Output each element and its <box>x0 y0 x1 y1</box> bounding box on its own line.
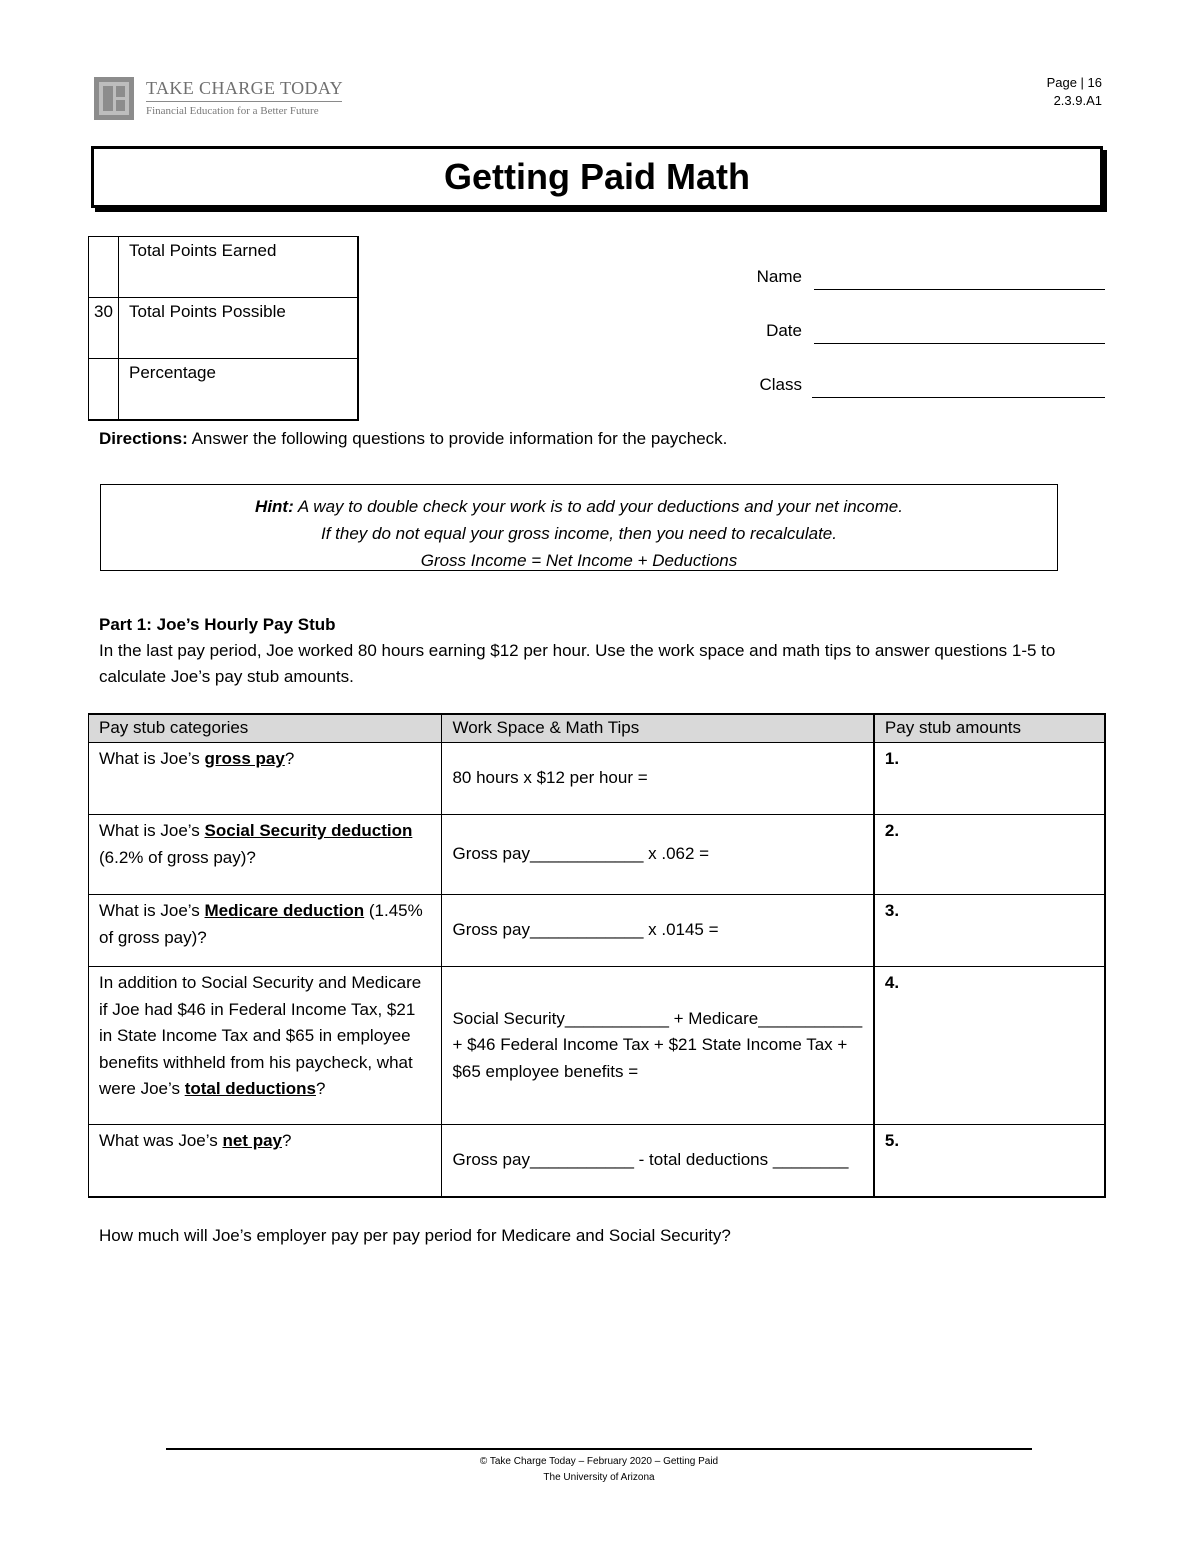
logo <box>94 77 344 121</box>
points-row <box>89 359 359 421</box>
hint-text: A way to double check your work is to add your deductions and your net income. <box>293 497 903 516</box>
page-number: Page | 16 <box>1046 75 1102 90</box>
part1-section <box>99 612 1059 690</box>
question-keyword: Medicare deduction <box>204 901 365 920</box>
work-space-cell[interactable]: Social Security___________ + Medicare___________ + $46 Federal Income Tax + $21 State Income Tax + $65 employee benefits = <box>442 967 874 1125</box>
employer-question: How much will Joe’s employer pay per pay period for Medicare and Social Security? <box>99 1226 731 1245</box>
points-table <box>88 236 359 421</box>
class-field[interactable] <box>812 397 1105 398</box>
answer-cell[interactable]: 2. <box>874 815 1105 895</box>
footer-university: The University of Arizona <box>543 1472 655 1483</box>
points-label: Percentage <box>119 359 359 421</box>
question-text: ? <box>315 1079 326 1098</box>
table-header-row <box>89 714 1106 743</box>
class-label: Class <box>759 375 802 394</box>
question-text: (1.45% of gross pay)? <box>99 901 423 947</box>
hint-formula: Gross Income = Net Income + Deductions <box>420 551 738 570</box>
column-header: Work Space & Math Tips <box>442 714 874 743</box>
document-code: 2.3.9.A1 <box>1053 93 1102 108</box>
work-space-cell[interactable]: 80 hours x $12 per hour = <box>442 743 874 815</box>
logo-mark-icon <box>94 77 134 120</box>
directions-text: Answer the following questions to provide information for the paycheck. <box>187 429 728 448</box>
question-keyword: net pay <box>222 1131 282 1150</box>
points-value[interactable] <box>89 359 119 421</box>
question-text: ? <box>284 749 295 768</box>
logo-tagline: Financial Education for a Better Future <box>146 105 319 117</box>
hint-box <box>100 484 1058 571</box>
question-cell <box>89 895 442 967</box>
footer-copyright: © Take Charge Today – February 2020 – Getting Paid <box>479 1456 719 1467</box>
question-text: ? <box>282 1131 292 1150</box>
part1-text: In the last pay period, Joe worked 80 hours earning $12 per hour. Use the work space and math tips to answer questions 1-5 to calculate Joe’s pay stub amounts. <box>99 641 1056 686</box>
title-box <box>91 146 1103 208</box>
work-space-cell[interactable]: Gross pay___________ - total deductions ________ <box>442 1125 874 1197</box>
question-cell <box>89 815 442 895</box>
question-text: What was Joe’s <box>99 1131 223 1150</box>
logo-rule <box>146 101 342 102</box>
answer-cell[interactable]: 3. <box>874 895 1105 967</box>
name-field[interactable] <box>814 289 1105 290</box>
footer-rule <box>166 1448 1032 1450</box>
table-row <box>89 815 1106 895</box>
points-label: Total Points Earned <box>119 237 359 298</box>
date-field[interactable] <box>814 343 1105 344</box>
page-title: Getting Paid Math <box>444 156 750 197</box>
date-label: Date <box>766 321 802 340</box>
points-value[interactable] <box>89 237 119 298</box>
work-space-cell[interactable]: Gross pay____________ x .062 = <box>442 815 874 895</box>
table-row <box>89 743 1106 815</box>
points-row <box>89 237 359 298</box>
answer-cell[interactable]: 1. <box>874 743 1105 815</box>
question-text: What is Joe’s <box>99 749 205 768</box>
question-cell <box>89 967 442 1125</box>
column-header: Pay stub categories <box>89 714 442 743</box>
question-keyword: total deductions <box>184 1079 316 1098</box>
points-row <box>89 298 359 359</box>
answer-cell[interactable]: 4. <box>874 967 1105 1125</box>
question-cell <box>89 743 442 815</box>
hint-line-1 <box>101 493 1057 520</box>
work-space-cell[interactable]: Gross pay____________ x .0145 = <box>442 895 874 967</box>
hint-label: Hint: <box>255 497 294 516</box>
name-label: Name <box>756 267 802 286</box>
hint-line-2: If they do not equal your gross income, then you need to recalculate. <box>321 524 837 543</box>
question-text: What is Joe’s <box>99 901 205 920</box>
pay-stub-table <box>88 713 1106 1198</box>
directions <box>99 429 727 449</box>
question-keyword: Social Security deduction <box>204 821 413 840</box>
answer-cell[interactable]: 5. <box>874 1125 1105 1197</box>
question-text: In addition to Social Security and Medicare if Joe had $46 in Federal Income Tax, $21 in State Income Tax and $65 in employee benefits withheld from his paycheck, what were Joe’s <box>99 973 422 1098</box>
table-row <box>89 895 1106 967</box>
points-value: 30 <box>89 298 119 359</box>
footer <box>166 1454 1032 1486</box>
table-row <box>89 967 1106 1125</box>
directions-label: Directions: <box>99 429 188 448</box>
column-header: Pay stub amounts <box>874 714 1105 743</box>
logo-name: TAKE CHARGE TODAY <box>146 78 344 98</box>
page-number-block <box>1047 74 1102 110</box>
question-cell <box>89 1125 442 1197</box>
question-text: What is Joe’s <box>99 821 205 840</box>
question-text: (6.2% of gross pay)? <box>99 847 256 867</box>
points-label: Total Points Possible <box>119 298 359 359</box>
question-keyword: gross pay <box>204 749 285 768</box>
table-row <box>89 1125 1106 1197</box>
part1-heading: Part 1: Joe’s Hourly Pay Stub <box>99 615 336 634</box>
